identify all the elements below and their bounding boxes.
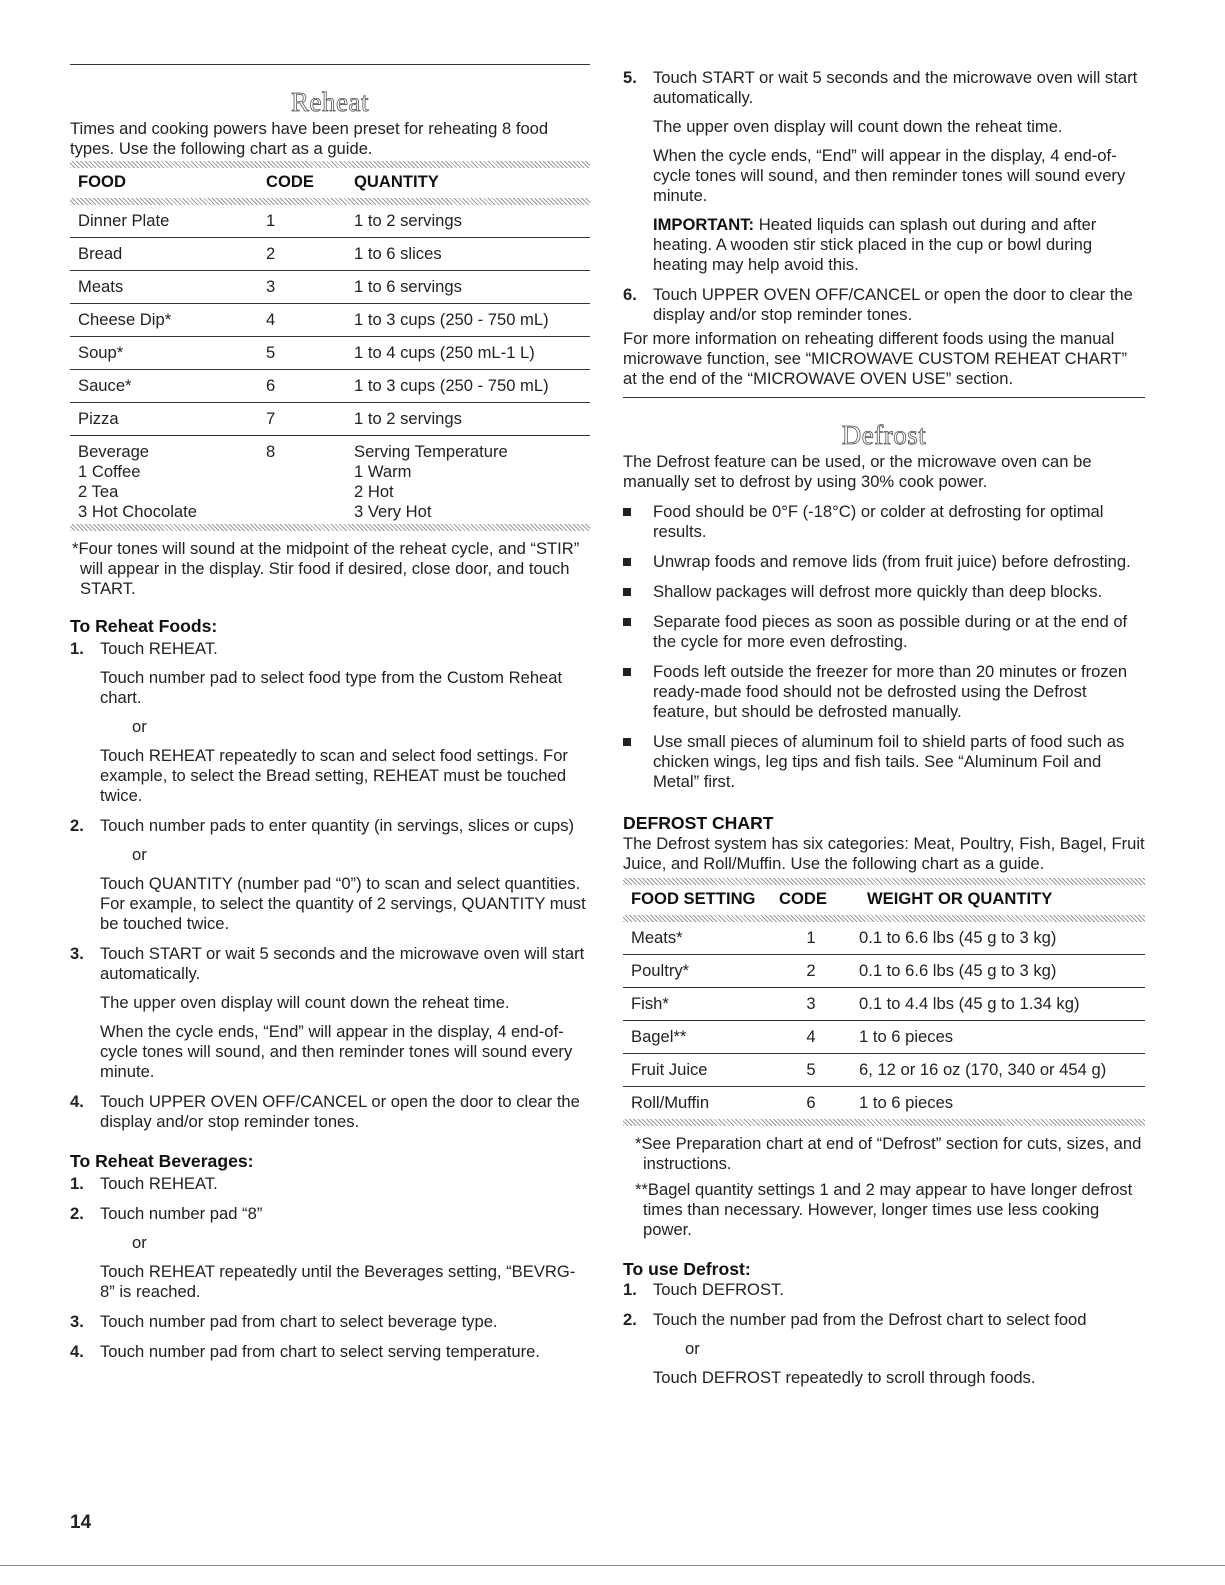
table-row [623,1087,1145,1120]
step-body [100,1312,590,1332]
important-text: Heated liquids can splash out during and after heating. A wooden stir stick placed in the cup or bowl during heating may help avoid this. [653,215,1097,274]
quantity-cell: 0.1 to 6.6 lbs (45 g to 3 kg) [851,955,1145,988]
table-row [70,436,590,525]
right-column [623,68,1145,1388]
serving-temps [354,462,590,522]
table-row [70,403,590,436]
quantity-value: 1 to 6 slices [354,244,442,263]
food-cell [70,403,258,436]
or-text: or [132,1233,147,1252]
bullet-text: Food should be 0°F (-18°C) or colder at defrosting for optimal results. [653,502,1104,541]
quantity-cell [346,436,590,525]
col-code: CODE [779,889,827,908]
step-text: Touch UPPER OVEN OFF/CANCEL or open the door to clear the display and/or stop reminder tones. [653,285,1133,324]
reheat-intro: Times and cooking powers have been preset for reheating 8 food types. Use the following chart as a guide. [70,119,549,158]
step-text: The upper oven display will count down the reheat time. [100,993,510,1012]
col-weight-quantity: WEIGHT OR QUANTITY [867,889,1053,908]
food-cell [70,271,258,304]
table-row [70,370,590,403]
food-name: Beverage [78,442,150,461]
bullet-square-icon [623,612,653,652]
table-row [70,238,590,271]
code-value: 3 [266,277,276,296]
quantity-cell: 6, 12 or 16 oz (170, 340 or 454 g) [851,1054,1145,1087]
code-value: 1 [266,211,276,230]
defrost-table-header [623,885,1145,915]
defrost-table-body [623,922,1145,1119]
step-number: 2. [623,1310,637,1329]
code-cell: 5 [771,1054,851,1087]
code-cell [258,238,346,271]
step-text: When the cycle ends, “End” will appear in the display, 4 end-of-cycle tones will sound, and then reminder tones will sound every minute. [100,1022,573,1081]
step-body [100,1092,590,1132]
code-cell [258,337,346,370]
quantity-cell [346,304,590,337]
step-body [100,1204,590,1302]
code-cell: 3 [771,988,851,1021]
step-number: 1. [623,1280,637,1299]
food-cell: Bagel** [623,1021,771,1054]
reheat-footnote: *Four tones will sound at the midpoint of the reheat cycle, and “STIR” will appear in the display. Stir food if desired, close door, and touch START. [72,539,580,598]
step-text: Touch REHEAT. [100,639,218,658]
defrost-step-2 [623,1310,1145,1388]
quantity-value: 1 to 3 cups (250 - 750 mL) [354,310,549,329]
step-2 [70,816,590,934]
defrost-note-1: *See Preparation chart at end of “Defrost” section for cuts, sizes, and instructions. [635,1134,1142,1173]
step-1 [70,639,590,806]
beverage-type: 3 Hot Chocolate [78,502,197,521]
table-row [70,205,590,238]
page-number: 14 [70,1512,92,1533]
bullet-text: Shallow packages will defrost more quickly than deep blocks. [653,582,1103,601]
col-code: CODE [266,172,314,191]
col-food: FOOD [78,172,126,191]
quantity-cell [346,238,590,271]
step-text: Touch START or wait 5 seconds and the microwave oven will start automatically. [100,944,585,983]
bullet-square-icon [623,732,653,792]
quantity-value: 1 to 2 servings [354,409,462,428]
important-label: IMPORTANT: [653,215,755,234]
step-text: Touch number pad from chart to select beverage type. [100,1312,498,1331]
step-number: 4. [70,1342,84,1361]
step-number: 4. [70,1092,84,1111]
bullet-text: Separate food pieces as soon as possible during or at the end of the cycle for more even defrosting. [653,612,1128,651]
step-number: 3. [70,944,84,963]
code-cell: 1 [771,922,851,955]
food-cell: Fish* [623,988,771,1021]
table-hatch [623,1119,1145,1126]
step-text: Touch number pad to select food type from the Custom Reheat chart. [100,668,563,707]
step-4 [70,1092,590,1132]
quantity-value: 1 to 3 cups (250 - 750 mL) [354,376,549,395]
step-text: Touch REHEAT. [100,1174,218,1193]
step-number: 3. [70,1312,84,1331]
code-value: 4 [266,310,276,329]
quantity-cell [346,403,590,436]
food-name: Soup* [78,343,124,362]
beverage-type: 1 Coffee [78,462,141,481]
food-name: Pizza [78,409,119,428]
beverage-types [78,462,258,522]
code-value: 8 [266,442,276,461]
table-row [70,271,590,304]
quantity-cell [346,205,590,238]
step-body [100,816,590,934]
step-text: Touch START or wait 5 seconds and the microwave oven will start automatically. [653,68,1138,107]
step-text: Touch number pad “8” [100,1204,263,1223]
quantity-cell [346,271,590,304]
code-cell [258,271,346,304]
reheat-table [70,168,590,198]
bullet-text: Use small pieces of aluminum foil to shield parts of food such as chicken wings, leg tips and fish tails. See “Aluminum Foil and Metal” first. [653,732,1125,791]
defrost-title: Defrost [841,420,927,450]
use-defrost-heading: To use Defrost: [623,1259,751,1279]
table-row [70,337,590,370]
defrost-chart-intro: The Defrost system has six categories: Meat, Poultry, Fish, Bagel, Fruit Juice, and Roll/Muffin. Use the following chart as a guide. [623,834,1145,873]
quantity-cell [346,337,590,370]
step-text: Touch QUANTITY (number pad “0”) to scan and select quantities. For example, to select the quantity of 2 servings, QUANTITY must be touched twice. [100,874,586,933]
table-hatch [623,915,1145,922]
step-text: Touch number pad from chart to select serving temperature. [100,1342,540,1361]
food-cell [70,205,258,238]
defrost-bullet [623,502,1145,542]
step-3 [70,1312,590,1332]
code-cell: 6 [806,1093,816,1112]
col-quantity: QUANTITY [354,172,439,191]
code-value: 2 [266,244,276,263]
code-cell: 4 [771,1021,851,1054]
step-text: Touch the number pad from the Defrost chart to select food [653,1310,1087,1329]
serving-temp: 2 Hot [354,482,394,501]
quantity-cell: 0.1 to 6.6 lbs (45 g to 3 kg) [851,922,1145,955]
step-number: 1. [70,639,84,658]
more-info-text: For more information on reheating different foods using the manual microwave function, see “MICROWAVE CUSTOM REHEAT CHART” at the end of the “MICROWAVE OVEN USE” section. [623,329,1128,388]
bottom-rule [0,1565,1225,1566]
table-hatch [70,161,590,168]
table-header-row [70,168,590,198]
quantity-value: 1 to 6 servings [354,277,462,296]
code-cell [258,304,346,337]
defrost-bullet [623,582,1145,602]
code-cell: 2 [771,955,851,988]
food-name: Bread [78,244,123,263]
table-row [623,988,1145,1021]
serving-temp: 1 Warm [354,462,412,481]
step-text: Touch REHEAT repeatedly until the Beverages setting, “BEVRG-8” is reached. [100,1262,576,1301]
or-text: or [132,717,147,736]
table-hatch [70,524,590,531]
food-name: Cheese Dip* [78,310,172,329]
food-cell [70,337,258,370]
defrost-intro: The Defrost feature can be used, or the microwave oven can be manually set to defrost by using 30% cook power. [623,452,1092,491]
or-text: or [685,1339,700,1358]
food-cell: Poultry* [623,955,771,988]
defrost-note-2: **Bagel quantity settings 1 and 2 may appear to have longer defrost times than necessary. However, longer times use less cooking power. [635,1180,1133,1239]
section-rule [623,397,1145,398]
quantity-value: 1 to 2 servings [354,211,462,230]
step-text: Touch DEFROST. [653,1280,784,1299]
reheat-foods-steps [70,639,590,1132]
defrost-bullets [623,502,1145,792]
code-value: 5 [266,343,276,362]
food-cell: Roll/Muffin [631,1093,710,1112]
defrost-step-1 [623,1280,1145,1300]
col-food-setting: FOOD SETTING [631,889,756,908]
step-number: 2. [70,816,84,835]
step-text: Touch REHEAT repeatedly to scan and select food settings. For example, to select the Bread setting, REHEAT must be touched twice. [100,746,568,805]
step-3 [70,944,590,1082]
table-row [70,304,590,337]
table-hatch [70,198,590,205]
table-row [623,955,1145,988]
step-number: 5. [623,68,637,87]
table-row [623,1021,1145,1054]
step-body [100,1342,590,1362]
step-text: The upper oven display will count down the reheat time. [653,117,1063,136]
beverage-type: 2 Tea [78,482,119,501]
reheat-title: Reheat [291,87,369,117]
table-hatch [623,878,1145,885]
defrost-bullet [623,662,1145,722]
left-column [70,64,590,1362]
table-row [623,922,1145,955]
serving-temp: 3 Very Hot [354,502,432,521]
defrost-bullet [623,732,1145,792]
reheat-beverages-heading: To Reheat Beverages: [70,1151,254,1171]
food-cell [70,436,258,525]
food-name: Sauce* [78,376,132,395]
food-cell [70,238,258,271]
step-text: Touch DEFROST repeatedly to scroll through foods. [653,1368,1036,1387]
step-number: 6. [623,285,637,304]
quantity-cell [346,370,590,403]
bullet-square-icon [623,552,653,572]
step-6 [623,285,1145,325]
step-body [100,1174,590,1194]
defrost-bullet [623,612,1145,652]
code-value: 7 [266,409,276,428]
step-1 [70,1174,590,1194]
quantity-value: Serving Temperature [354,442,508,461]
step-number: 1. [70,1174,84,1193]
step-5 [623,68,1145,275]
step-2 [70,1204,590,1302]
quantity-cell: 0.1 to 4.4 lbs (45 g to 1.34 kg) [851,988,1145,1021]
bullet-square-icon [623,662,653,722]
quantity-cell: 1 to 6 pieces [851,1021,1145,1054]
table-row [623,1054,1145,1087]
defrost-bullet [623,552,1145,572]
step-text: When the cycle ends, “End” will appear in the display, 4 end-of-cycle tones will sound, and then reminder tones will sound every minute. [653,146,1126,205]
step-4 [70,1342,590,1362]
reheat-table-body [70,205,590,524]
top-rule [70,64,590,65]
bullet-square-icon [623,582,653,602]
code-value: 6 [266,376,276,395]
table-header-row [623,885,1145,915]
reheat-foods-heading: To Reheat Foods: [70,616,218,636]
bullet-text: Foods left outside the freezer for more than 20 minutes or frozen ready-made food should not be defrosted using the Defrost feature, but should be defrosted manually. [653,662,1128,721]
bullet-square-icon [623,502,653,542]
step-text: Touch number pads to enter quantity (in servings, slices or cups) [100,816,575,835]
code-cell [258,403,346,436]
important-note [653,215,1145,275]
code-cell [258,370,346,403]
food-cell: Fruit Juice [623,1054,771,1087]
step-number: 2. [70,1204,84,1223]
food-name: Meats [78,277,124,296]
step-text: Touch UPPER OVEN OFF/CANCEL or open the door to clear the display and/or stop reminder tones. [100,1092,580,1131]
food-cell [70,370,258,403]
food-cell [70,304,258,337]
code-cell [258,205,346,238]
quantity-cell: 1 to 6 pieces [859,1093,954,1112]
quantity-value: 1 to 4 cups (250 mL-1 L) [354,343,535,362]
bullet-text: Unwrap foods and remove lids (from fruit juice) before defrosting. [653,552,1131,571]
step-body [100,944,590,1082]
code-cell [258,436,346,525]
or-text: or [132,845,147,864]
food-name: Dinner Plate [78,211,170,230]
defrost-chart-heading: DEFROST CHART [623,813,774,833]
step-body [100,639,590,806]
reheat-beverage-steps [70,1174,590,1362]
food-cell: Meats* [623,922,771,955]
